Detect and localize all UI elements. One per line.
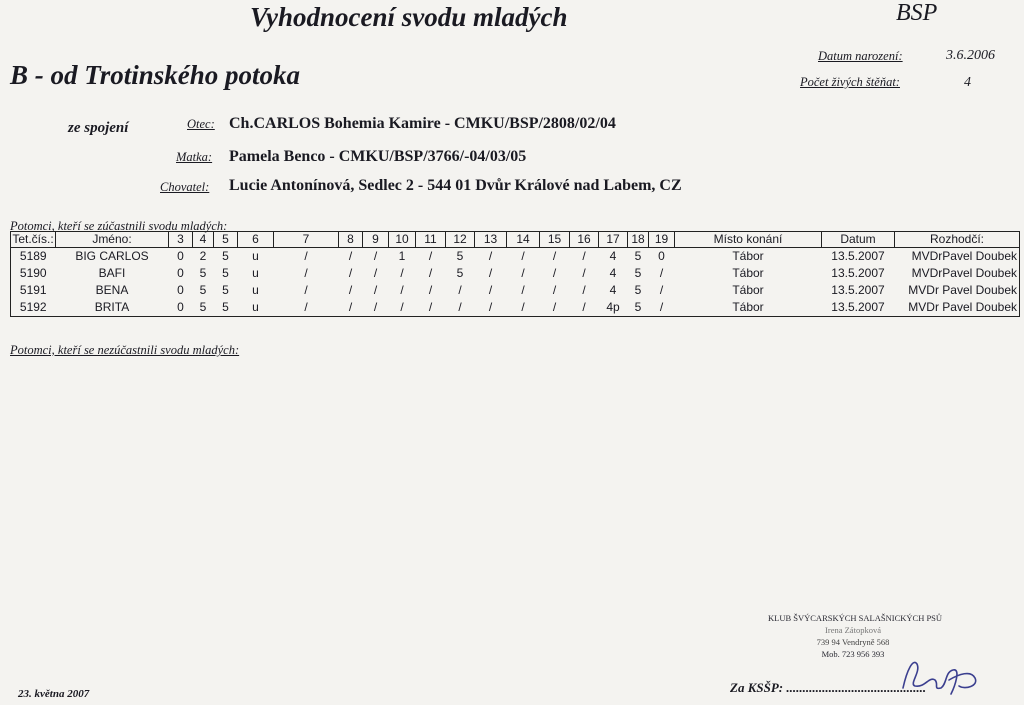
table-cell: / (521, 266, 525, 280)
table-cell: Tábor (732, 266, 764, 280)
table-cell: 5 (628, 299, 649, 317)
table-cell: / (348, 283, 353, 297)
signature-line: Za KSŠP: ........................................... (730, 680, 927, 695)
column-header: 10 (389, 232, 416, 248)
table-cell: / (416, 299, 446, 317)
table-cell: MVDr Pavel Doubek (895, 282, 1020, 299)
stamp-club-name: KLUB ŠVÝCARSKÝCH SALAŠNICKÝCH PSŮ (768, 613, 943, 623)
table-cell: 0 (177, 266, 184, 280)
table-cell: 5 (199, 283, 207, 297)
table-cell: / (488, 249, 493, 263)
litter-kennel-name: B - od Trotinského potoka (10, 60, 301, 90)
column-header: 6 (238, 232, 274, 248)
table-cell: / (507, 299, 540, 317)
table-cell: Tábor (732, 249, 764, 263)
table-cell: / (552, 266, 557, 280)
table-cell: 5189 (11, 248, 56, 266)
table-cell: MVDr Pavel Doubek (895, 299, 1020, 317)
table-cell: / (304, 266, 308, 280)
table-cell: / (540, 299, 570, 317)
table-cell: 13.5.2007 (822, 299, 895, 317)
table-cell: / (304, 249, 308, 263)
live-pups-label: Počet živých štěňat: (800, 75, 900, 89)
column-header: 16 (570, 232, 599, 248)
table-row (11, 282, 1020, 299)
table-cell: u (238, 299, 274, 317)
table-cell: / (659, 266, 664, 280)
table-cell: / (348, 266, 353, 280)
table-cell: 0 (177, 249, 184, 263)
column-header: 3 (169, 232, 193, 248)
evaluation-table (10, 231, 1020, 317)
table-cell: / (348, 249, 353, 263)
dam-value: Pamela Benco - CMKU/BSP/3766/-04/03/05 (229, 148, 527, 165)
table-cell: 13.5.2007 (831, 283, 885, 297)
table-header-row (11, 232, 1020, 248)
table-cell: 5191 (11, 282, 56, 299)
document-date: 23. května 2007 (18, 688, 90, 700)
table-cell: 4 (609, 283, 617, 297)
table-cell: / (400, 283, 404, 297)
table-cell: / (428, 249, 433, 263)
table-cell: BAFI (98, 266, 126, 280)
table-cell: / (339, 299, 363, 317)
table-cell: 5 (456, 266, 464, 280)
table-cell: / (389, 299, 416, 317)
untested-offspring-heading: Potomci, kteří se nezúčastnili svodu mladých: (10, 343, 240, 357)
table-cell: u (252, 266, 259, 280)
table-row (11, 248, 1020, 266)
table-cell: 5 (634, 283, 642, 297)
table-cell: BIG CARLOS (75, 249, 149, 263)
column-header: 11 (416, 232, 446, 248)
table-body (11, 248, 1020, 317)
live-pups-value: 4 (964, 75, 971, 90)
table-cell: / (304, 283, 308, 297)
table-cell: / (428, 283, 433, 297)
column-header: 19 (649, 232, 675, 248)
table-cell: / (363, 299, 389, 317)
table-cell: / (428, 266, 433, 280)
stamp-person: Irena Zátopková (825, 625, 881, 635)
table-cell: / (552, 283, 557, 297)
column-header: Místo konání (675, 232, 822, 248)
table-cell: / (400, 266, 404, 280)
table-row (11, 265, 1020, 282)
table-cell: 5 (634, 266, 642, 280)
table-cell: 4p (599, 299, 628, 317)
column-header: 13 (475, 232, 507, 248)
table-cell: / (582, 249, 586, 263)
column-header: 5 (214, 232, 238, 248)
table-cell: 5192 (11, 299, 56, 317)
table-cell: / (373, 249, 378, 263)
table-cell: 5 (456, 249, 464, 263)
dam-label: Matka: (176, 150, 213, 164)
table-cell: 13.5.2007 (831, 266, 885, 280)
table-cell: MVDrPavel Doubek (895, 248, 1020, 266)
stamp-phone: Mob. 723 956 393 (821, 649, 885, 659)
sire-label: Otec: (187, 117, 215, 131)
table-cell: / (488, 266, 493, 280)
table-cell: / (446, 299, 475, 317)
column-header: 8 (339, 232, 363, 248)
table-cell: BENA (95, 283, 129, 297)
table-cell: / (570, 299, 599, 317)
table-cell: Tábor (732, 283, 764, 297)
table-cell: / (521, 249, 525, 263)
table-cell: 5 (222, 283, 229, 297)
birth-date-value: 3.6.2006 (946, 48, 995, 63)
breeder-value: Lucie Antonínová, Sedlec 2 - 544 01 Dvůr Králové nad Labem, CZ (229, 177, 682, 194)
table-cell: 5 (222, 249, 229, 263)
table-cell: / (274, 299, 339, 317)
column-header: Tet.čís.: (12, 232, 54, 246)
column-header: 12 (446, 232, 475, 248)
table-cell: 1 (398, 249, 406, 263)
table-cell: / (373, 283, 378, 297)
column-header: 4 (193, 232, 214, 248)
signature-stroke (903, 662, 976, 694)
tested-offspring-heading: Potomci, kteří se zúčastnili svodu mladých: (10, 219, 228, 233)
column-header: Datum (822, 232, 895, 248)
table-cell: 4 (609, 266, 617, 280)
table-row (11, 299, 1020, 317)
breeder-label: Chovatel: (160, 180, 210, 194)
table-cell: 0 (169, 299, 193, 317)
table-cell: 13.5.2007 (831, 249, 885, 263)
table-cell: MVDrPavel Doubek (895, 265, 1020, 282)
table-cell: 2 (199, 249, 207, 263)
from-union-label: ze spojení (68, 120, 129, 136)
table-cell: / (488, 283, 493, 297)
column-header: 9 (363, 232, 389, 248)
table-cell: 4 (609, 249, 617, 263)
table-cell: / (659, 283, 664, 297)
sire-value: Ch.CARLOS Bohemia Kamire - CMKU/BSP/2808/02/04 (229, 115, 616, 132)
column-header: 14 (507, 232, 540, 248)
table-cell: / (521, 283, 525, 297)
column-header: Jméno: (56, 232, 169, 248)
table-cell: Tábor (675, 299, 822, 317)
stamp-address: 739 94 Vendryně 568 (816, 637, 890, 647)
table-cell: / (552, 249, 557, 263)
breed-code: BSP (896, 0, 938, 26)
table-cell: 0 (177, 283, 184, 297)
table-cell: / (582, 266, 586, 280)
birth-date-label: Datum narození: (818, 49, 903, 63)
table-cell: / (458, 283, 462, 297)
table-cell: 5 (634, 249, 642, 263)
table-cell: u (252, 249, 259, 263)
column-header: 17 (599, 232, 628, 248)
table-cell: 0 (658, 249, 665, 263)
table-cell: BRITA (56, 299, 169, 317)
table-cell: 5 (222, 266, 229, 280)
table-cell: / (373, 266, 378, 280)
table-cell: 5190 (11, 265, 56, 282)
table-cell: u (252, 283, 259, 297)
handwritten-signature (895, 650, 985, 700)
table-cell: / (649, 299, 675, 317)
column-header: 7 (274, 232, 339, 248)
table-cell: 5 (193, 299, 214, 317)
column-header: 15 (540, 232, 570, 248)
table-cell: 5 (199, 266, 207, 280)
document-title: Vyhodnocení svodu mladých (250, 2, 568, 32)
column-header: Rozhodčí: (895, 232, 1020, 248)
table-cell: / (475, 299, 507, 317)
column-header: 18 (628, 232, 649, 248)
table-cell: 5 (214, 299, 238, 317)
table-cell: / (582, 283, 586, 297)
